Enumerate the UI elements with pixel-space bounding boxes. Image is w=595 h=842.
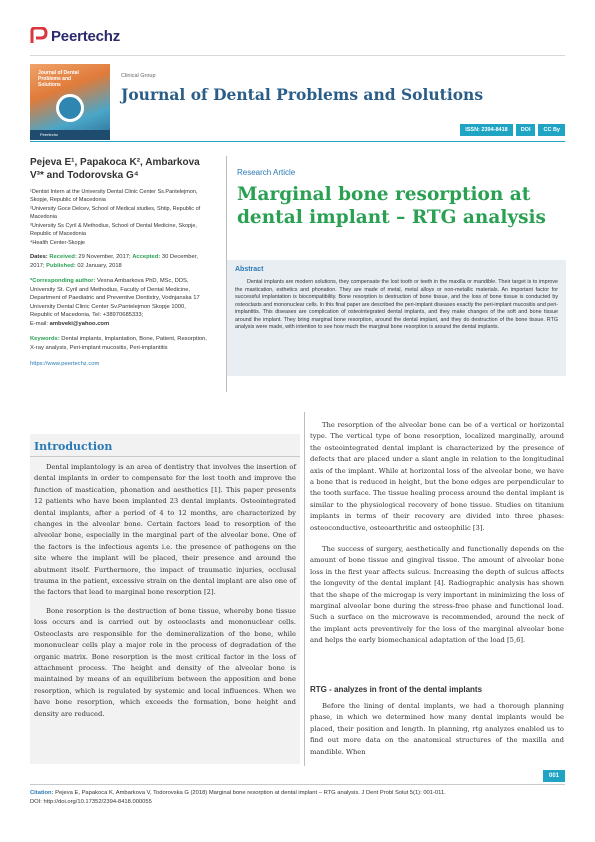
- abstract-heading: Abstract: [235, 266, 264, 273]
- received-date: 29 November, 2017;: [78, 254, 131, 260]
- citation-footer: [30, 784, 565, 806]
- introduction-rule: [30, 456, 300, 457]
- publisher-logo[interactable]: [30, 26, 120, 46]
- cover-title: Journal of Dental Problems and Solutions: [38, 70, 79, 88]
- corresponding-author: [30, 277, 208, 328]
- abstract-text: Dental implants are modern solutions, they compensate the lost tooth or teeth in the maxilla or mandible. Their target is to improve the mastication, esthetics and phonation. They are made of metal, metal alloys or non-metallic materials. An important factor for successful implantation is biocompatibility. Bone resorption is destruction of bone tissue, and the loss of bone tissue is conducted by osteoclasts and mononuclear cells. In this final paper are described the peri-implant diseases exactly the peri-implant mucositis and peri-implantitis. This diseases are complication of osteointegrated dental implants, and they make changes of the soft and bone tissue around the implant. They bring marginal bone resorption, around the dental implant, and they do destruction of the bone tissue. RTG analysis were made, with intention to see how much the marginal bone resorption is around the dental implants.: [235, 279, 558, 331]
- affiliation-2: ²University Goce Delcev, School of Medical studies, Shtip, Republic of Macedonia: [30, 206, 201, 220]
- corresponding-label: *Corresponding author:: [30, 278, 96, 284]
- header-divider: [30, 55, 565, 56]
- page-number: 001: [543, 770, 565, 782]
- peertechz-logo-icon: [30, 27, 48, 45]
- keywords-text: Dental implants, Implantation, Bone, Patient, Resorption, X-ray analysis, Peri-implant mucositis, Peri-implantitis: [30, 336, 207, 351]
- published-date: 02 January, 2018: [77, 262, 122, 269]
- column-divider: [304, 412, 305, 766]
- clinical-group: Clinical Group: [121, 73, 156, 79]
- doi-badge[interactable]: DOI: [516, 124, 536, 136]
- section-subheading: RTG - analyzes in front of the dental implants: [310, 685, 483, 694]
- cover-bar: [30, 130, 110, 140]
- author-names: Pejeva E¹, Papakoca K², Ambarkova V³* and Todorovska G⁴: [30, 157, 200, 181]
- header-accent-rule: [30, 141, 565, 142]
- corresponding-text: Vesna Ambarkova PhD, MSc, DDS, University St. Cyril and Methodius, Faculty of Dental Medicine, Department of Paediatric and Preventive Dentistry, Vodnjanska 17 University Dental Clinic Center Sv.Pantelejmon Skopje 1000, Republic of Macedonia, Tel: +38970685333;: [30, 278, 200, 318]
- body-paragraph-1: The resorption of the alveolar bone can be of a vertical or horizontal type. The vertical type of bone resorption, localized marginally, around the osteointegrated dental implant is characterized by the presence of defects that are placed under a slant angle in relation to the longitudinal axis of the implant. While at horizontal loss of the alveolar bone, we have a bone that is reduced in height, but the bone edges are perpendicular to the tooth surface. The tissue healing process around the dental implant is similar to the physiological recovery of bone tissue. Studies on titanium implants in terms of their recovery are divided into three phases: osteoconductive, osteoarthritic and osteophilic [3].: [310, 421, 564, 532]
- author-info-column: [30, 156, 208, 367]
- title-abstract-block: [226, 156, 565, 392]
- publisher-name: Peertechz: [51, 27, 121, 45]
- keywords-label: Keywords:: [30, 336, 60, 342]
- doi-link[interactable]: DOI: http://doi.org/10.17352/2394-8418.000055: [30, 798, 152, 805]
- website-link[interactable]: https://www.peertechz.com: [30, 361, 100, 367]
- citation-label: Citation:: [30, 790, 54, 796]
- article-dates: [30, 253, 208, 270]
- article-title: Marginal bone resorption at dental implant – RTG analysis: [237, 184, 546, 228]
- introduction-paragraph-1: Dental implantology is an area of dentistry that involves the insertion of dental implants in order to compensate for the lost tooth and improve the function of mastication, phonation and aesthetics [1]. This paper presents 12 patients who have been implanted 23 dental implants. Osteointegrated dental implants, after a period of 4 to 12 months, are characterized by changes in the alveolar bone. Certain factors lead to resorption of the alveolar bone, especially in the marginal part of the alveolar bone. One of the factors is the infectious agents i.e. the presence of pathogens on the site where the implant will be placed, their presence and around the abutment itself. Furthermore, the impact of traumatic injuries, occlusal trauma in the patient, excessive strain on the dental implant are also one of the factors that lead to marginal bone resorption [2].: [34, 463, 296, 597]
- journal-badges: [460, 124, 565, 136]
- dates-label: Dates:: [30, 254, 48, 260]
- article-type: Research Article: [237, 168, 296, 177]
- journal-title: Journal of Dental Problems and Solutions: [121, 85, 484, 104]
- introduction-heading: Introduction: [34, 440, 113, 453]
- body-paragraph-2: The success of surgery, aesthetically and functionally depends on the amount of bone tissue and gingival tissue. The amount of alveolar bone loss in the first year affects sulcus. Increasing the depth of sulcus affects the longevity of the dental implant [4]. Radiographic analysis has shown that the shape of the microgap is very important in minimizing the loss of marginal alveolar bone during the stress-free phase and functional load. Such a surface on the microwave is recommended, around the neck of the implant acts preventively for the loss of the marginal alveolar bone and helps the early biomechanical adaptation of the load [5,6].: [310, 545, 564, 645]
- affiliation-4: ⁴Health Center-Skopje: [30, 240, 85, 246]
- affiliation-1: ¹Dentist Intern at the University Dental Clinic Center Ss.Pantelejmon, Skopje, Republic of Macedonia: [30, 189, 198, 203]
- body-paragraph-3: Before the lining of dental implants, we had a thorough planning phase, in which we determined how many dental implants would be placed, their position and length. In planning, rtg analyzes enabled us to find out more data on the anatomical structures of the maxilla and mandible. When: [310, 702, 564, 756]
- journal-cover: [30, 64, 110, 140]
- cover-emblem: [56, 94, 84, 122]
- accepted-label: Accepted:: [132, 254, 161, 260]
- email-label: E-mail:: [30, 320, 49, 327]
- license-badge[interactable]: CC By: [538, 124, 565, 136]
- abstract-box: [227, 260, 566, 376]
- issn-badge: ISSN: 2394-8418: [460, 124, 513, 136]
- received-label: Received:: [49, 254, 77, 260]
- published-label: Published:: [46, 262, 76, 269]
- cover-bar-text: Peertechz: [40, 132, 59, 137]
- email-link[interactable]: ambveki@yahoo.com: [49, 320, 110, 327]
- keywords: [30, 335, 208, 352]
- introduction-paragraph-2: Bone resorption is the destruction of bone tissue, whereby bone tissue loss occurs and is carried out by osteoclasts and mononuclear cells. Osteoclasts are responsible for the demineralization of the bone, while mononuclear cells play a major role in the process of degradation of the organic matrix. Bone resorption is the most critical factor in the loss of attachment process. The height and density of the alveolar bone is maintained by means of an equilibrium between the apposition and bone resorption, which is regulated by systemic and local influences. When we have bone resorption, which exceeds the formation, bone height and density are reduced.: [34, 607, 296, 718]
- affiliations: [30, 188, 208, 247]
- citation-text: Pejeva E, Papakoca K, Ambarkova V, Todorovska G (2018) Marginal bone resorption at dental implant – RTG analysis. J Dent Probl Solut 5(1): 001-011.: [55, 790, 446, 796]
- accepted-date: 30 December, 2017;: [30, 254, 198, 269]
- affiliation-3: ³University Ss Cyril & Methodius, School of Dental Medicine, Skopje, Republic of Macedonia: [30, 223, 197, 237]
